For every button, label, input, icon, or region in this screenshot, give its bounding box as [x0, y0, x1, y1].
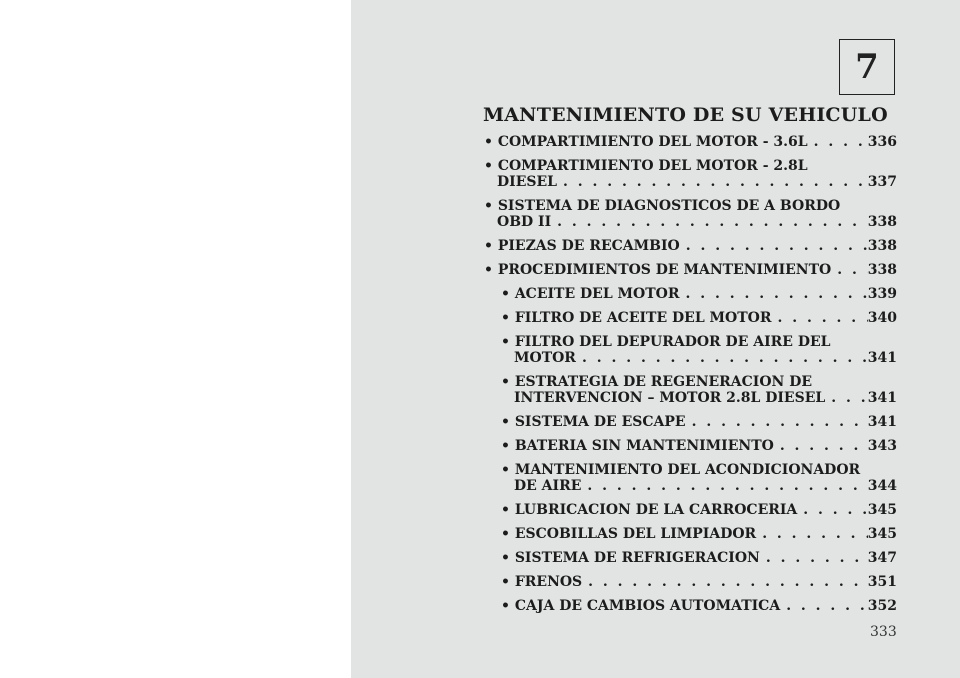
toc-entry-text: • BATERIA SIN MANTENIMIENTO [501, 438, 774, 454]
chapter-number-box [839, 39, 895, 95]
toc-entry[interactable] [484, 574, 897, 590]
manual-page [351, 0, 960, 678]
toc-entry[interactable] [484, 414, 897, 430]
toc-entry[interactable] [484, 134, 897, 150]
dot-leader [582, 574, 868, 590]
toc-entry-text: INTERVENCION – MOTOR 2.8L DIESEL [514, 390, 826, 406]
toc-entry-text: • SISTEMA DE DIAGNOSTICOS DE A BORDO [484, 198, 841, 214]
page-number: 333 [870, 624, 897, 640]
toc-page-number: 341 [867, 414, 897, 430]
toc-entry[interactable] [484, 286, 897, 302]
toc-entry[interactable] [484, 262, 897, 278]
toc-page-number: 337 [867, 174, 897, 190]
toc-page-number: 345 [867, 526, 897, 542]
toc-entry-text: MOTOR [514, 350, 576, 366]
toc-entry-text: • SISTEMA DE ESCAPE [501, 414, 686, 430]
toc-entry[interactable] [484, 334, 897, 366]
toc-entry[interactable] [484, 198, 897, 230]
dot-leader [679, 286, 867, 302]
toc-entry[interactable] [484, 550, 897, 566]
toc-entry[interactable] [484, 502, 897, 518]
dot-leader [780, 598, 868, 614]
toc-entry-text: DIESEL [497, 174, 557, 190]
dot-leader [581, 478, 867, 494]
dot-leader [756, 526, 868, 542]
toc-page-number: 338 [867, 238, 897, 254]
dot-leader [831, 262, 868, 278]
dot-leader [686, 414, 868, 430]
toc-entry[interactable] [484, 462, 897, 494]
dot-leader [808, 134, 868, 150]
chapter-title: MANTENIMIENTO DE SU VEHICULO [483, 104, 888, 126]
toc-entry-text: • COMPARTIMIENTO DEL MOTOR - 3.6L [484, 134, 808, 150]
toc-entry-text: • SISTEMA DE REFRIGERACION [501, 550, 760, 566]
toc-entry-text: • PROCEDIMIENTOS DE MANTENIMIENTO [484, 262, 832, 278]
table-of-contents [484, 134, 897, 622]
toc-page-number: 352 [867, 598, 897, 614]
toc-page-number: 338 [867, 214, 897, 230]
dot-leader [576, 350, 868, 366]
chapter-number: 7 [855, 47, 879, 87]
toc-entry-text: • ESTRATEGIA DE REGENERACION DE [501, 374, 813, 390]
toc-entry[interactable] [484, 238, 897, 254]
toc-entry-text: • FILTRO DE ACEITE DEL MOTOR [501, 310, 772, 326]
toc-page-number: 344 [867, 478, 897, 494]
dot-leader [557, 174, 868, 190]
toc-entry[interactable] [484, 310, 897, 326]
toc-entry[interactable] [484, 158, 897, 190]
dot-leader [771, 310, 867, 326]
toc-entry-text: OBD II [497, 214, 552, 230]
toc-page-number: 338 [867, 262, 897, 278]
toc-entry[interactable] [484, 598, 897, 614]
toc-entry[interactable] [484, 526, 897, 542]
toc-page-number: 336 [867, 134, 897, 150]
toc-entry-text: • ESCOBILLAS DEL LIMPIADOR [501, 526, 757, 542]
toc-page-number: 345 [867, 502, 897, 518]
dot-leader [760, 550, 868, 566]
toc-entry-text: DE AIRE [514, 478, 582, 494]
toc-page-number: 339 [867, 286, 897, 302]
dot-leader [680, 238, 868, 254]
toc-page-number: 347 [867, 550, 897, 566]
toc-entry[interactable] [484, 438, 897, 454]
dot-leader [797, 502, 867, 518]
toc-entry[interactable] [484, 374, 897, 406]
toc-entry-text: • MANTENIMIENTO DEL ACONDICIONADOR [501, 462, 861, 478]
dot-leader [551, 214, 868, 230]
dot-leader [774, 438, 868, 454]
toc-entry-text: • FRENOS [501, 574, 583, 590]
toc-page-number: 351 [867, 574, 897, 590]
toc-entry-text: • PIEZAS DE RECAMBIO [484, 238, 680, 254]
toc-entry-text: • LUBRICACION DE LA CARROCERIA [501, 502, 798, 518]
toc-page-number: 340 [867, 310, 897, 326]
toc-page-number: 341 [867, 350, 897, 366]
toc-entry-text: • COMPARTIMIENTO DEL MOTOR - 2.8L [484, 158, 808, 174]
toc-entry-text: • FILTRO DEL DEPURADOR DE AIRE DEL [501, 334, 831, 350]
toc-entry-text: • CAJA DE CAMBIOS AUTOMATICA [501, 598, 781, 614]
toc-page-number: 341 [867, 390, 897, 406]
toc-page-number: 343 [867, 438, 897, 454]
toc-entry-text: • ACEITE DEL MOTOR [501, 286, 680, 302]
dot-leader [825, 390, 868, 406]
